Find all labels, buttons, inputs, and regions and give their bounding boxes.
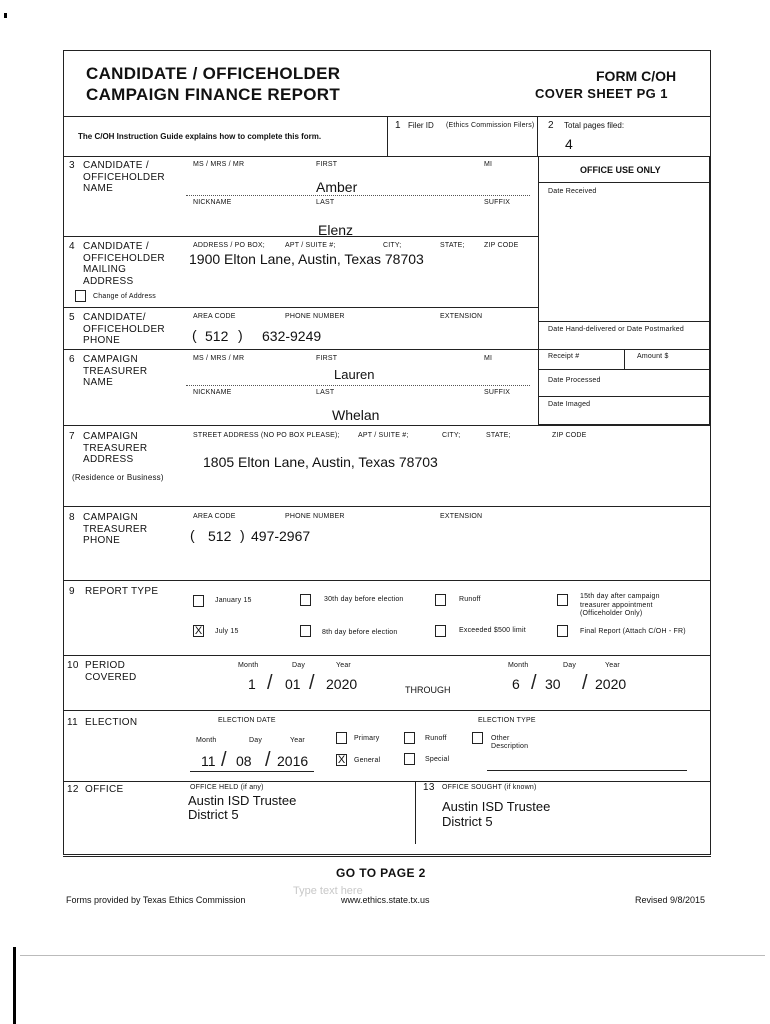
office-held-line2[interactable]: District 5 — [188, 807, 239, 822]
special-checkbox[interactable] — [404, 753, 415, 765]
form-id-line2: COVER SHEET PG 1 — [535, 86, 668, 101]
office-sought-line1[interactable]: Austin ISD Trustee — [442, 799, 551, 814]
other-checkbox[interactable] — [472, 732, 483, 744]
sec12-label: OFFICE — [85, 784, 124, 795]
footer-url: www.ethics.state.tx.us — [341, 895, 430, 905]
sec3-num: 3 — [69, 160, 75, 171]
office-sought-line2[interactable]: District 5 — [442, 814, 493, 829]
office-held-line1[interactable]: Austin ISD Trustee — [188, 793, 297, 808]
candidate-last-name[interactable]: Elenz — [318, 222, 354, 238]
to-day[interactable]: 30 — [545, 676, 561, 692]
from-year[interactable]: 2020 — [326, 676, 358, 692]
date-received-label: Date Received — [548, 188, 597, 195]
jul15-checkbox[interactable]: X — [194, 625, 203, 637]
to-year[interactable]: 2020 — [595, 676, 627, 692]
sec4-label: CANDIDATE / OFFICEHOLDER MAILING ADDRESS — [83, 241, 165, 287]
instruction-text: The C/OH Instruction Guide explains how to complete this form. — [78, 132, 322, 141]
office-use-title: OFFICE USE ONLY — [580, 165, 661, 175]
general-checkbox[interactable]: X — [337, 754, 346, 766]
scan-line-bottom — [20, 955, 765, 956]
to-month[interactable]: 6 — [512, 676, 520, 692]
final-report-checkbox[interactable] — [557, 625, 568, 637]
scan-mark-top — [4, 13, 7, 18]
from-day[interactable]: 01 — [285, 676, 301, 692]
pages-label: Total pages filed: — [564, 121, 625, 130]
ghost-text: Type text here — [293, 885, 363, 897]
candidate-address[interactable]: 1900 Elton Lane, Austin, Texas 78703 — [189, 251, 424, 267]
treasurer-address[interactable]: 1805 Elton Lane, Austin, Texas 78703 — [203, 454, 438, 470]
election-month[interactable]: 11 — [201, 753, 216, 769]
candidate-area-code[interactable]: 512 — [205, 328, 229, 344]
sec3-label: CANDIDATE / OFFICEHOLDER NAME — [83, 160, 165, 194]
office-use-box — [538, 156, 710, 425]
runoff11-checkbox[interactable] — [404, 732, 415, 744]
day30-checkbox[interactable] — [300, 594, 311, 606]
sec6-label: CAMPAIGN TREASURER NAME — [83, 354, 148, 388]
provided-by: Forms provided by Texas Ethics Commission — [66, 895, 246, 905]
primary-checkbox[interactable] — [336, 732, 347, 744]
filer-id-label: Filer ID — [408, 121, 434, 130]
sec11-label: ELECTION — [85, 717, 138, 728]
form-title-line1: CANDIDATE / OFFICEHOLDER — [86, 64, 341, 83]
filer-id-note: (Ethics Commission Filers) — [446, 122, 535, 129]
pages-num: 2 — [548, 120, 554, 131]
through-label: THROUGH — [405, 685, 451, 695]
treasurer-appt-checkbox[interactable] — [557, 594, 568, 606]
form-id-line1: FORM C/OH — [596, 68, 677, 84]
jan15-checkbox[interactable] — [193, 595, 204, 607]
filer-id-num: 1 — [395, 120, 401, 131]
sec7-label: CAMPAIGN TREASURER ADDRESS — [83, 431, 148, 465]
treasurer-last-name[interactable]: Whelan — [332, 407, 380, 423]
candidate-first-name[interactable]: Amber — [316, 179, 358, 195]
revised-date: Revised 9/8/2015 — [635, 895, 706, 905]
go-to-page-2: GO TO PAGE 2 — [336, 866, 426, 880]
amount-label: Amount $ — [637, 353, 669, 360]
date-processed-label: Date Processed — [548, 377, 601, 384]
treasurer-area-code[interactable]: 512 — [208, 528, 232, 544]
election-year[interactable]: 2016 — [277, 753, 309, 769]
sec5-label: CANDIDATE/ OFFICEHOLDER PHONE — [83, 312, 165, 346]
date-hand-label: Date Hand-delivered or Date Postmarked — [548, 326, 684, 333]
pages-value[interactable]: 4 — [565, 136, 573, 152]
candidate-phone[interactable]: 632-9249 — [262, 328, 322, 344]
exceeded-checkbox[interactable] — [435, 625, 446, 637]
receipt-label: Receipt # — [548, 353, 580, 360]
election-day[interactable]: 08 — [236, 753, 252, 769]
scan-mark-left — [13, 947, 16, 1024]
sec9-label: REPORT TYPE — [85, 586, 159, 597]
treasurer-first-name[interactable]: Lauren — [334, 367, 375, 382]
day8-checkbox[interactable] — [300, 625, 311, 637]
change-address-checkbox[interactable] — [75, 290, 86, 302]
sec8-label: CAMPAIGN TREASURER PHONE — [83, 512, 148, 546]
treasurer-phone[interactable]: 497-2967 — [251, 528, 311, 544]
date-imaged-label: Date Imaged — [548, 401, 591, 408]
from-month[interactable]: 1 — [248, 676, 256, 692]
runoff9-checkbox[interactable] — [435, 594, 446, 606]
form-title-line2: CAMPAIGN FINANCE REPORT — [86, 85, 341, 104]
sec10-label: PERIOD COVERED — [85, 660, 137, 683]
